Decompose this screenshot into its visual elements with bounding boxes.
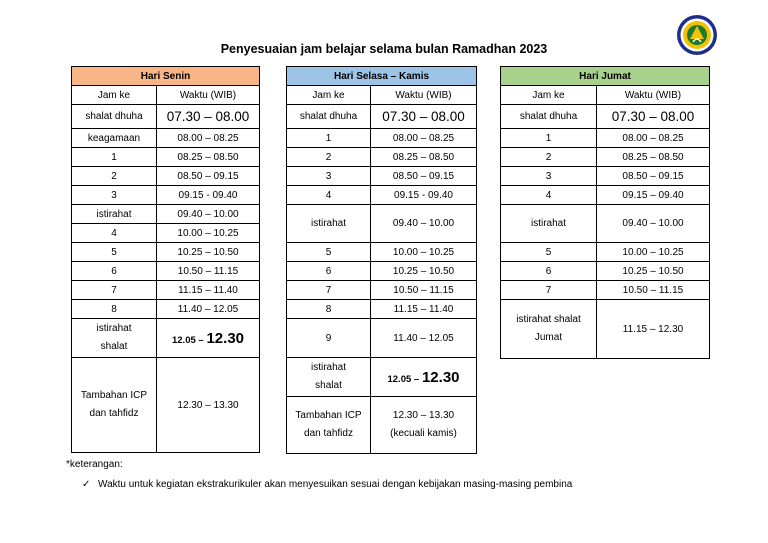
- header-jumat: Hari Jumat: [501, 67, 710, 86]
- cell-waktu-line: 12.30 – 13.30: [392, 410, 455, 421]
- cell-jam: 1: [501, 129, 597, 148]
- cell-jam: 4: [72, 224, 157, 243]
- note-item: [82, 479, 572, 490]
- cell-waktu: 09.40 – 10.00: [597, 205, 710, 243]
- cell-waktu: 10.00 – 10.25: [597, 243, 710, 262]
- cell-jam: 9: [287, 319, 371, 358]
- cell-waktu: 11.15 – 12.30: [597, 300, 710, 359]
- cell-jam: [287, 397, 371, 454]
- cell-waktu: 08.25 – 08.50: [157, 148, 260, 167]
- cell-waktu: 10.50 – 11.15: [371, 281, 477, 300]
- cell-jam: shalat dhuha: [501, 105, 597, 129]
- cell-waktu: 11.40 – 12.05: [371, 319, 477, 358]
- cell-jam: 3: [287, 167, 371, 186]
- cell-waktu: 10.25 – 10.50: [371, 262, 477, 281]
- cell-jam-line: Jumat: [534, 332, 563, 343]
- cell-jam-line: istirahat shalat: [516, 314, 581, 325]
- cell-waktu: 12.30 – 13.30: [157, 358, 260, 453]
- cell-waktu: 08.50 – 09.15: [597, 167, 710, 186]
- cell-jam-line: istirahat: [310, 362, 346, 373]
- cell-waktu: 10.50 – 11.15: [157, 262, 260, 281]
- cell-waktu-end: 12.30: [421, 368, 460, 386]
- note-item-text: Waktu untuk kegiatan ekstrakurikuler akan menyesuikan sesuai dengan kebijakan masing-masing pembina: [98, 479, 573, 490]
- cell-waktu-line: (kecuali kamis): [390, 428, 457, 439]
- col-header-waktu: Waktu (WIB): [597, 86, 710, 105]
- col-header-jam: Jam ke: [501, 86, 597, 105]
- cell-waktu-start: 12.05 –: [171, 334, 204, 346]
- cell-waktu: 08.25 – 08.50: [371, 148, 477, 167]
- cell-jam: istirahat: [72, 205, 157, 224]
- schedule-table-jumat: [500, 66, 710, 359]
- header-selasa-kamis: Hari Selasa – Kamis: [287, 67, 477, 86]
- col-header-jam: Jam ke: [72, 86, 157, 105]
- cell-waktu: 09.40 – 10.00: [157, 205, 260, 224]
- col-header-waktu: Waktu (WIB): [371, 86, 477, 105]
- cell-waktu-start: 12.05 –: [387, 373, 420, 385]
- cell-jam: 5: [72, 243, 157, 262]
- cell-waktu: 10.00 – 10.25: [371, 243, 477, 262]
- cell-jam: shalat dhuha: [287, 105, 371, 129]
- cell-waktu: 10.25 – 10.50: [597, 262, 710, 281]
- cell-jam: 3: [72, 186, 157, 205]
- cell-waktu: 10.00 – 10.25: [157, 224, 260, 243]
- cell-waktu: 10.25 – 10.50: [157, 243, 260, 262]
- cell-jam: 3: [501, 167, 597, 186]
- cell-jam: 4: [287, 186, 371, 205]
- cell-jam: 7: [287, 281, 371, 300]
- cell-jam: keagamaan: [72, 129, 157, 148]
- cell-jam: 6: [501, 262, 597, 281]
- col-header-waktu: Waktu (WIB): [157, 86, 260, 105]
- cell-waktu: 11.15 – 11.40: [157, 281, 260, 300]
- cell-waktu: 08.50 – 09.15: [371, 167, 477, 186]
- cell-jam: istirahat: [501, 205, 597, 243]
- cell-jam: [287, 358, 371, 397]
- cell-waktu: 11.40 – 12.05: [157, 300, 260, 319]
- cell-jam: 8: [287, 300, 371, 319]
- cell-jam: 1: [72, 148, 157, 167]
- check-icon: ✓: [82, 479, 91, 490]
- cell-waktu: 10.50 – 11.15: [597, 281, 710, 300]
- col-header-jam: Jam ke: [287, 86, 371, 105]
- cell-jam-line: istirahat: [96, 323, 132, 334]
- cell-jam: 2: [72, 167, 157, 186]
- cell-jam: shalat dhuha: [72, 105, 157, 129]
- cell-waktu: 08.00 – 08.25: [597, 129, 710, 148]
- cell-jam: 8: [72, 300, 157, 319]
- cell-jam: istirahat: [287, 205, 371, 243]
- cell-jam: 1: [287, 129, 371, 148]
- cell-waktu-end: 12.30: [206, 329, 245, 347]
- schedule-table-senin: [71, 66, 260, 453]
- cell-waktu: 07.30 – 08.00: [371, 105, 477, 129]
- cell-jam: 2: [501, 148, 597, 167]
- note-label: *keterangan:: [66, 459, 123, 470]
- cell-waktu: 07.30 – 08.00: [597, 105, 710, 129]
- cell-waktu: 07.30 – 08.00: [157, 105, 260, 129]
- cell-waktu: 08.50 – 09.15: [157, 167, 260, 186]
- cell-waktu: 08.00 – 08.25: [157, 129, 260, 148]
- cell-jam: 4: [501, 186, 597, 205]
- schedule-table-selasa-kamis: [286, 66, 477, 454]
- cell-waktu: [371, 358, 477, 397]
- cell-jam-line: dan tahfidz: [304, 428, 353, 439]
- cell-waktu: [371, 397, 477, 454]
- cell-jam-line: dan tahfidz: [89, 408, 139, 419]
- cell-jam: 5: [287, 243, 371, 262]
- cell-waktu: 11.15 – 11.40: [371, 300, 477, 319]
- cell-jam-line: shalat: [315, 380, 342, 391]
- cell-jam: 6: [72, 262, 157, 281]
- cell-jam: 7: [72, 281, 157, 300]
- cell-jam-line: Tambahan ICP: [80, 390, 148, 401]
- cell-jam-line: Tambahan ICP: [295, 410, 362, 421]
- cell-jam: 6: [287, 262, 371, 281]
- cell-jam-line: shalat: [100, 341, 128, 352]
- cell-waktu: 09.15 - 09.40: [371, 186, 477, 205]
- cell-jam: [72, 358, 157, 453]
- cell-waktu: 08.00 – 08.25: [371, 129, 477, 148]
- cell-waktu: 08.25 – 08.50: [597, 148, 710, 167]
- cell-jam: 2: [287, 148, 371, 167]
- cell-waktu: 09.15 – 09.40: [597, 186, 710, 205]
- header-senin: Hari Senin: [72, 67, 260, 86]
- cell-jam: 7: [501, 281, 597, 300]
- cell-jam: 5: [501, 243, 597, 262]
- cell-waktu: [157, 319, 260, 358]
- cell-jam: [501, 300, 597, 359]
- cell-waktu: 09.15 - 09.40: [157, 186, 260, 205]
- cell-jam: [72, 319, 157, 358]
- page-title: Penyesuaian jam belajar selama bulan Ramadhan 2023: [220, 42, 548, 56]
- cell-waktu: 09.40 – 10.00: [371, 205, 477, 243]
